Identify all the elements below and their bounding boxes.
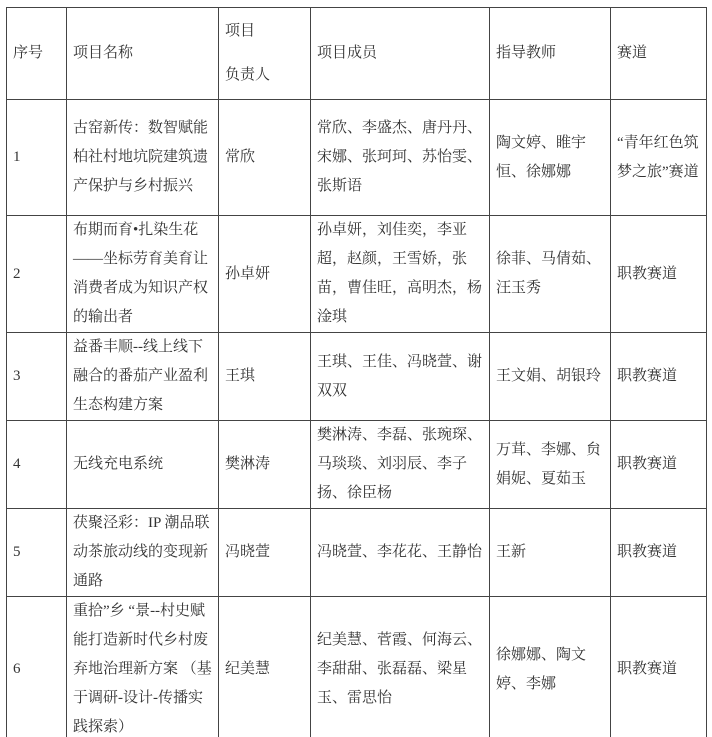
- row1-index: 1: [7, 100, 67, 216]
- row6-track: 职教赛道: [611, 597, 707, 737]
- table-row-1: [7, 100, 707, 216]
- header-leader: [219, 8, 311, 100]
- row2-project-name: 布期而育•扎染生花——坐标劳育美育让消费者成为知识产权的输出者: [67, 216, 219, 333]
- row3-members: 王琪、王佳、冯晓萱、谢双双: [311, 333, 490, 421]
- row4-advisors: 万茸、李娜、贠娟妮、夏茹玉: [490, 421, 611, 509]
- header-row: [7, 8, 707, 100]
- table-row-4: [7, 421, 707, 509]
- row1-leader: 常欣: [219, 100, 311, 216]
- table-row-6: [7, 597, 707, 737]
- header-members: 项目成员: [311, 8, 490, 100]
- header-leader-line2: 负责人: [225, 67, 271, 83]
- row5-index: 5: [7, 509, 67, 597]
- header-index: 序号: [7, 8, 67, 100]
- row3-advisors: 王文娟、胡银玲: [490, 333, 611, 421]
- table-row-3: [7, 333, 707, 421]
- row2-members: 孙卓妍，刘佳奕，李亚超，赵颜，王雪娇，张苗，曹佳旺，高明杰，杨淦琪: [311, 216, 490, 333]
- header-track: 赛道: [611, 8, 707, 100]
- row2-track: 职教赛道: [611, 216, 707, 333]
- row4-index: 4: [7, 421, 67, 509]
- row3-index: 3: [7, 333, 67, 421]
- row3-project-name: 益番丰顺--线上线下融合的番茄产业盈利生态构建方案: [67, 333, 219, 421]
- row2-leader: 孙卓妍: [219, 216, 311, 333]
- row5-leader: 冯晓萱: [219, 509, 311, 597]
- header-leader-line1: 项目: [225, 23, 256, 39]
- row2-index: 2: [7, 216, 67, 333]
- row3-track: 职教赛道: [611, 333, 707, 421]
- row2-advisors: 徐菲、马倩茹、汪玉秀: [490, 216, 611, 333]
- table-row-2: [7, 216, 707, 333]
- row1-advisors: 陶文婷、睢宇恒、徐娜娜: [490, 100, 611, 216]
- row1-track: “青年红色筑梦之旅”赛道: [611, 100, 707, 216]
- header-project-name: 项目名称: [67, 8, 219, 100]
- row6-project-name: 重拾”乡 “景--村史赋能打造新时代乡村废弃地治理新方案 （基于调研-设计-传播实践探索）: [67, 597, 219, 737]
- row6-leader: 纪美慧: [219, 597, 311, 737]
- row4-track: 职教赛道: [611, 421, 707, 509]
- table-row-5: [7, 509, 707, 597]
- row6-advisors: 徐娜娜、陶文婷、李娜: [490, 597, 611, 737]
- row1-members: 常欣、李盛杰、唐丹丹、宋娜、张珂珂、苏怡雯、张斯语: [311, 100, 490, 216]
- row4-project-name: 无线充电系统: [67, 421, 219, 509]
- row1-project-name: 古窑新传：数智赋能柏社村地坑院建筑遗产保护与乡村振兴: [67, 100, 219, 216]
- row4-members: 樊淋涛、李磊、张琬琛、马琰琰、刘羽辰、李子扬、徐臣杨: [311, 421, 490, 509]
- row5-project-name: 茯聚泾彩：IP 潮品联动茶旅动线的变现新通路: [67, 509, 219, 597]
- projects-table: [6, 7, 707, 737]
- row5-advisors: 王新: [490, 509, 611, 597]
- row6-index: 6: [7, 597, 67, 737]
- row3-leader: 王琪: [219, 333, 311, 421]
- header-advisors: 指导教师: [490, 8, 611, 100]
- row4-leader: 樊淋涛: [219, 421, 311, 509]
- row5-track: 职教赛道: [611, 509, 707, 597]
- row6-members: 纪美慧、菅霞、何海云、李甜甜、张磊磊、梁星玉、雷思怡: [311, 597, 490, 737]
- row5-members: 冯晓萱、李花花、王静怡: [311, 509, 490, 597]
